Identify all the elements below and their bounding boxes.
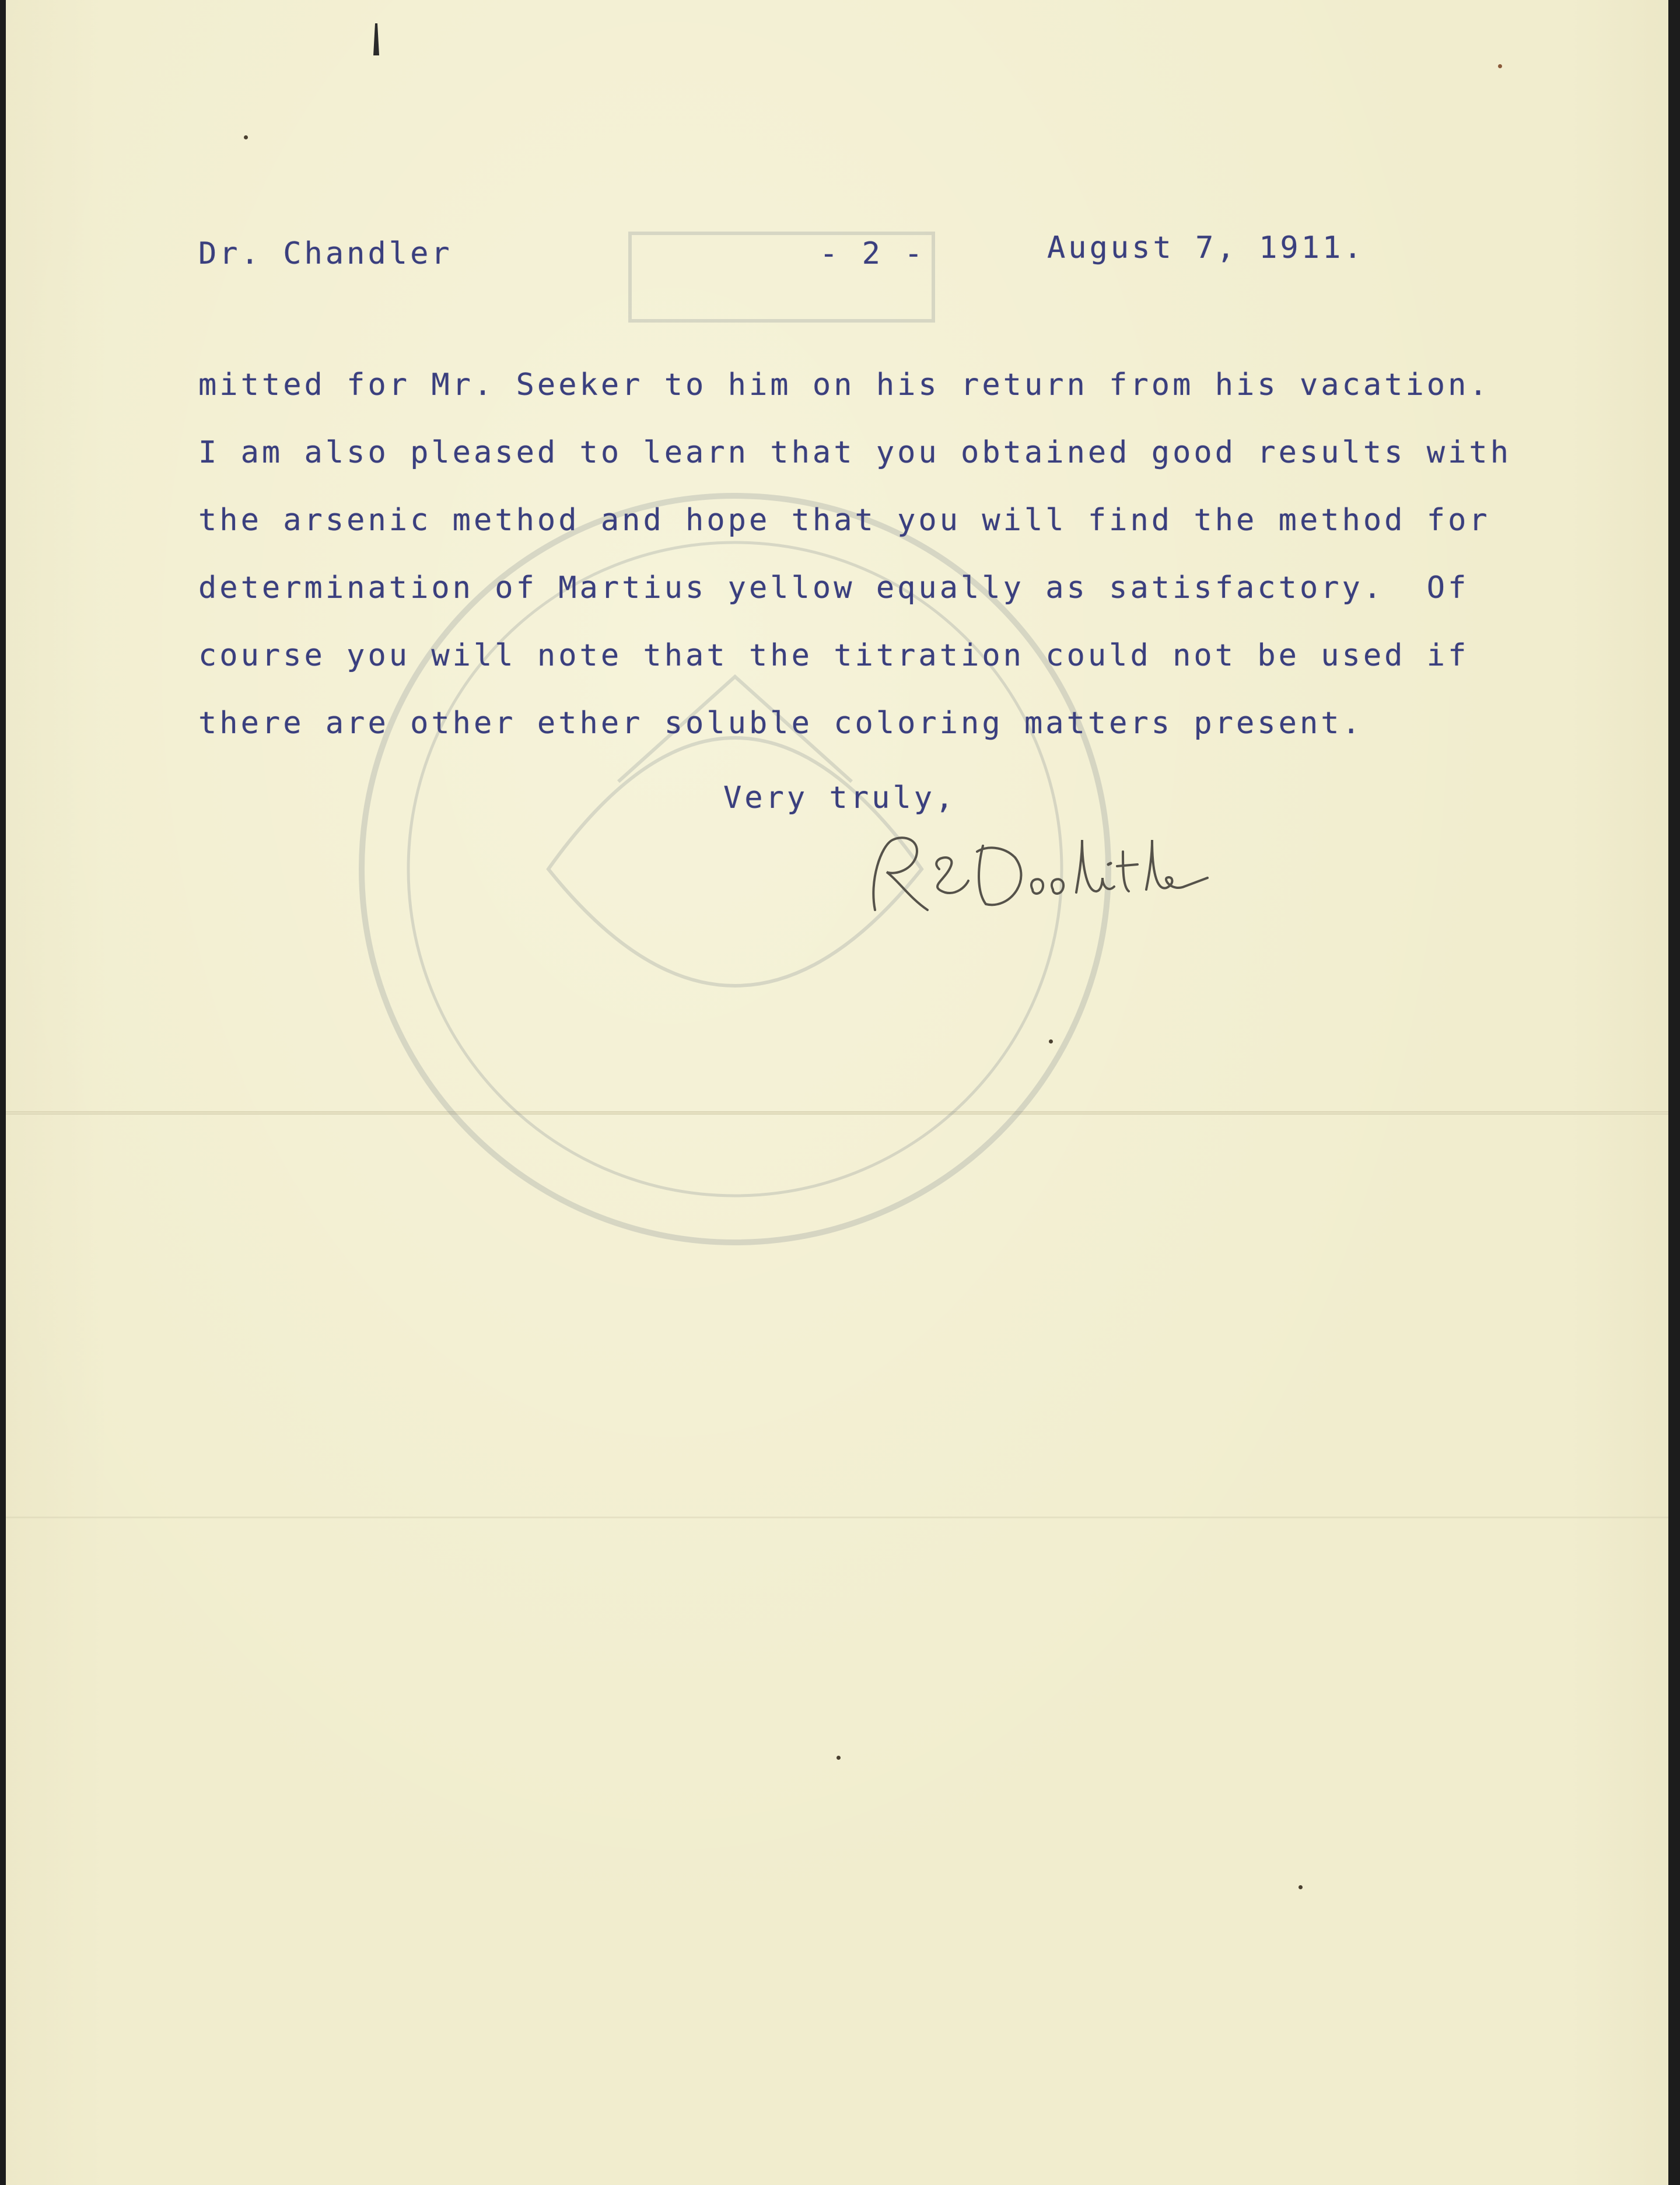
closing: Very truly, bbox=[723, 780, 957, 815]
ink-speck bbox=[1498, 64, 1502, 68]
letter-sheet bbox=[6, 0, 1668, 2185]
ink-speck bbox=[1049, 1039, 1053, 1044]
body-line: determination of Martius yellow equally as satisfactory. Of bbox=[198, 570, 1469, 605]
letter-date: August 7, 1911. bbox=[1047, 230, 1365, 265]
page-number: - 2 - bbox=[820, 236, 926, 271]
body-line: there are other ether soluble coloring matters present. bbox=[198, 706, 1363, 741]
ink-speck bbox=[244, 135, 248, 139]
addressee: Dr. Chandler bbox=[198, 236, 453, 271]
horizontal-fold-line bbox=[6, 1111, 1668, 1115]
body-line: course you will note that the titration could not be used if bbox=[198, 638, 1469, 673]
ink-speck bbox=[836, 1756, 841, 1760]
body-line: mitted for Mr. Seeker to him on his return from his vacation. bbox=[198, 367, 1490, 402]
handwritten-signature bbox=[858, 822, 1242, 922]
body-line: the arsenic method and hope that you will find the method for bbox=[198, 503, 1490, 538]
faint-fold-line bbox=[6, 1517, 1668, 1518]
body-line: I am also pleased to learn that you obtained good results with bbox=[198, 435, 1512, 470]
ink-speck bbox=[1298, 1885, 1303, 1889]
